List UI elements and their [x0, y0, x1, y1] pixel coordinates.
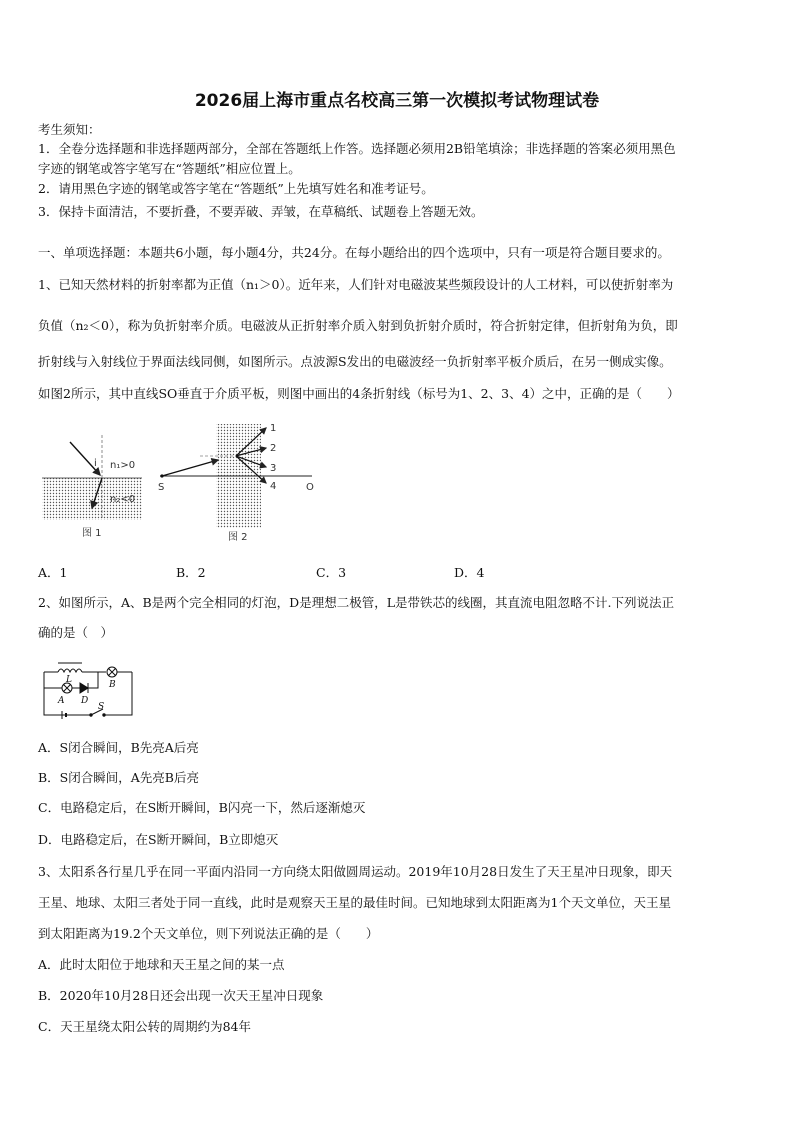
- figure-2: [158, 423, 314, 543]
- option-b[interactable]: B．2: [176, 565, 206, 580]
- option-c[interactable]: C．3: [316, 565, 347, 580]
- question-3-line: 王星、地球、太阳三者处于同一直线，此时是观察天王星的最佳时间。已知地球到太阳距离为1个天文单位，天王星: [38, 895, 671, 910]
- question-1-line: 折射线与入射线位于界面法线同侧，如图所示。点波源S发出的电磁波经一负折射率平板介质后，在另一侧成实像。: [38, 354, 672, 369]
- n2-label: n₂<0: [110, 494, 136, 505]
- question-3-option-a[interactable]: A．此时太阳位于地球和天王星之间的某一点: [38, 957, 285, 972]
- question-2-line: 2、如图所示，A、B是两个完全相同的灯泡，D是理想二极管，L是带铁芯的线圈，其直流电阻忽略不计.下列说法正: [38, 595, 674, 610]
- notice-line: 3．保持卡面清洁，不要折叠，不要弄破、弄皱，在草稿纸、试题卷上答题无效。: [38, 204, 484, 219]
- question-1-line: 1、已知天然材料的折射率都为正值（n₁＞0）。近年来，人们针对电磁波某些频段设计的人工材料，可以使折射率为: [38, 277, 674, 292]
- question-1-line: 负值（n₂＜0），称为负折射率介质。电磁波从正折射率介质入射到负折射介质时，符合折射定律，但折射角为负，即: [38, 318, 678, 333]
- figure-1: [42, 435, 142, 539]
- question-1-line: 如图2所示，其中直线SO垂直于介质平板，则图中画出的4条折射线（标号为1、2、3、4）之中，正确的是（ ）: [38, 386, 680, 401]
- question-2-option-d[interactable]: D．电路稳定后，在S断开瞬间，B立即熄灭: [38, 832, 279, 847]
- question-2-option-c[interactable]: C．电路稳定后，在S断开瞬间，B闪亮一下，然后逐渐熄灭: [38, 800, 366, 815]
- notice-line: 字迹的钢笔或答字笔写在“答题纸”相应位置上。: [38, 161, 301, 176]
- option-d[interactable]: D．4: [454, 565, 485, 580]
- ray-label-2: 2: [270, 443, 277, 454]
- question-3-option-c[interactable]: C．天王星绕太阳公转的周期约为84年: [38, 1019, 251, 1034]
- angle-label: i: [94, 458, 97, 469]
- n1-label: n₁>0: [110, 460, 136, 471]
- section-heading: 一、单项选择题：本题共6小题，每小题4分，共24分。在每小题给出的四个选项中，只有一项是符合题目要求的。: [38, 245, 670, 260]
- inductor-label: L: [66, 675, 72, 685]
- source-label: S: [158, 482, 165, 493]
- question-2-line: 确的是（ ）: [38, 625, 114, 640]
- notice-line: 1．全卷分选择题和非选择题两部分，全部在答题纸上作答。选择题必须用2B铅笔填涂；非选择题的答案必须用黑色: [38, 141, 676, 156]
- question-2-option-a[interactable]: A．S闭合瞬间，B先亮A后亮: [38, 740, 199, 755]
- ray-label-3: 3: [270, 463, 277, 474]
- question-3-line: 到太阳距离为19.2个天文单位，则下列说法正确的是（ ）: [38, 926, 379, 941]
- notice-heading: 考生须知：: [38, 122, 101, 137]
- question-3-line: 3、太阳系各行星几乎在同一平面内沿同一方向绕太阳做圆周运动。2019年10月28日发生了天王星冲日现象，即天: [38, 864, 673, 879]
- ray-label-4: 4: [270, 481, 277, 492]
- figure-1-caption: 图 1: [82, 528, 102, 539]
- notice-line: 2．请用黑色字迹的钢笔或答字笔在“答题纸”上先填写姓名和准考证号。: [38, 181, 434, 196]
- question-3-option-b[interactable]: B．2020年10月28日还会出现一次天王星冲日现象: [38, 988, 324, 1003]
- switch-label: S: [98, 702, 105, 712]
- lamp-b-label: B: [109, 680, 116, 690]
- figure-2-caption: 图 2: [228, 532, 248, 543]
- circuit-diagram: [40, 658, 140, 720]
- page-title: 2026届上海市重点名校高三第一次模拟考试物理试卷: [194, 91, 600, 111]
- point-o-label: O: [306, 482, 314, 493]
- ray-label-1: 1: [270, 423, 277, 434]
- question-2-option-b[interactable]: B．S闭合瞬间，A先亮B后亮: [38, 770, 199, 785]
- lamp-a-label: A: [58, 696, 65, 706]
- refraction-figure: [40, 420, 330, 550]
- option-a[interactable]: A．1: [38, 565, 68, 580]
- diode-label: D: [81, 696, 89, 706]
